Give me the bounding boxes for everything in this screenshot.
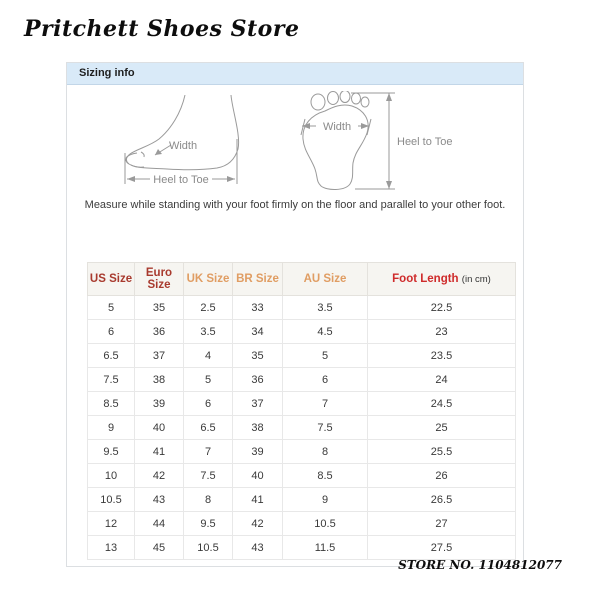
size-cell: 23 — [368, 320, 516, 344]
size-cell: 41 — [233, 488, 283, 512]
size-cell: 27.5 — [368, 536, 516, 560]
table-row — [88, 320, 516, 344]
size-cell: 6 — [88, 320, 135, 344]
table-row — [88, 416, 516, 440]
size-cell: 6.5 — [88, 344, 135, 368]
size-cell: 23.5 — [368, 344, 516, 368]
size-cell: 38 — [233, 416, 283, 440]
size-cell: 4.5 — [283, 320, 368, 344]
size-cell: 13 — [88, 536, 135, 560]
table-row — [88, 440, 516, 464]
size-cell: 26.5 — [368, 488, 516, 512]
size-cell: 9.5 — [88, 440, 135, 464]
measure-instruction: Measure while standing with your foot firmly on the floor and parallel to your other foot. — [84, 199, 506, 211]
size-cell: 37 — [135, 344, 184, 368]
size-cell: 8.5 — [88, 392, 135, 416]
size-cell: 35 — [233, 344, 283, 368]
size-cell: 7.5 — [283, 416, 368, 440]
table-row — [88, 488, 516, 512]
size-cell: 7.5 — [184, 464, 233, 488]
col-header-foot-length — [368, 263, 516, 296]
table-header-row — [88, 263, 516, 296]
size-cell: 6 — [184, 392, 233, 416]
sizing-info-panel — [66, 62, 524, 567]
size-cell: 24.5 — [368, 392, 516, 416]
size-cell: 43 — [233, 536, 283, 560]
size-cell: 41 — [135, 440, 184, 464]
size-cell: 12 — [88, 512, 135, 536]
size-cell: 42 — [233, 512, 283, 536]
col-header-euro-size: Euro Size — [135, 263, 184, 296]
size-cell: 22.5 — [368, 296, 516, 320]
size-cell: 43 — [135, 488, 184, 512]
size-cell: 37 — [233, 392, 283, 416]
size-cell: 26 — [368, 464, 516, 488]
size-cell: 44 — [135, 512, 184, 536]
store-number: STORE NO. 1104812077 — [398, 558, 562, 572]
table-row — [88, 464, 516, 488]
size-cell: 9.5 — [184, 512, 233, 536]
size-conversion-table — [87, 262, 516, 560]
size-cell: 33 — [233, 296, 283, 320]
side-width-label: Width — [168, 140, 198, 152]
size-cell: 6.5 — [184, 416, 233, 440]
size-cell: 36 — [233, 368, 283, 392]
size-cell: 10 — [88, 464, 135, 488]
size-cell: 8 — [283, 440, 368, 464]
size-cell: 8.5 — [283, 464, 368, 488]
sole-heel-to-toe-label: Heel to Toe — [397, 136, 453, 148]
foot-side-diagram — [119, 95, 259, 190]
page-title: Pritchett Shoes Store — [24, 16, 300, 42]
size-cell: 36 — [135, 320, 184, 344]
table-row — [88, 512, 516, 536]
size-cell: 25 — [368, 416, 516, 440]
foot-side-view-icon — [119, 95, 259, 190]
table-row — [88, 296, 516, 320]
col-header-us-size: US Size — [88, 263, 135, 296]
col-header-uk-size: UK Size — [184, 263, 233, 296]
size-cell: 25.5 — [368, 440, 516, 464]
table-row — [88, 536, 516, 560]
size-cell: 8 — [184, 488, 233, 512]
col-header-br-size: BR Size — [233, 263, 283, 296]
side-heel-to-toe-label: Heel to Toe — [153, 174, 209, 186]
size-cell: 27 — [368, 512, 516, 536]
size-cell: 11.5 — [283, 536, 368, 560]
table-row — [88, 368, 516, 392]
size-cell: 4 — [184, 344, 233, 368]
size-cell: 3.5 — [283, 296, 368, 320]
size-cell: 3.5 — [184, 320, 233, 344]
size-cell: 10.5 — [184, 536, 233, 560]
size-cell: 39 — [233, 440, 283, 464]
foot-length-unit: (in cm) — [461, 274, 491, 285]
table-row — [88, 344, 516, 368]
size-cell: 34 — [233, 320, 283, 344]
size-cell: 10.5 — [88, 488, 135, 512]
size-cell: 40 — [233, 464, 283, 488]
sole-width-label: Width — [322, 121, 352, 133]
size-cell: 9 — [88, 416, 135, 440]
size-table-body — [88, 296, 516, 560]
size-cell: 5 — [283, 344, 368, 368]
size-cell: 38 — [135, 368, 184, 392]
size-cell: 42 — [135, 464, 184, 488]
size-cell: 40 — [135, 416, 184, 440]
table-row — [88, 392, 516, 416]
size-cell: 39 — [135, 392, 184, 416]
foot-sole-diagram — [289, 91, 469, 193]
panel-header: Sizing info — [67, 63, 523, 85]
size-cell: 24 — [368, 368, 516, 392]
size-cell: 9 — [283, 488, 368, 512]
size-cell: 2.5 — [184, 296, 233, 320]
size-cell: 7 — [184, 440, 233, 464]
foot-length-label: Foot Length — [392, 273, 459, 285]
size-cell: 7 — [283, 392, 368, 416]
foot-sole-view-icon — [289, 91, 469, 193]
size-cell: 5 — [88, 296, 135, 320]
size-cell: 5 — [184, 368, 233, 392]
size-cell: 6 — [283, 368, 368, 392]
size-cell: 45 — [135, 536, 184, 560]
size-cell: 35 — [135, 296, 184, 320]
col-header-au-size: AU Size — [283, 263, 368, 296]
size-cell: 10.5 — [283, 512, 368, 536]
size-cell: 7.5 — [88, 368, 135, 392]
